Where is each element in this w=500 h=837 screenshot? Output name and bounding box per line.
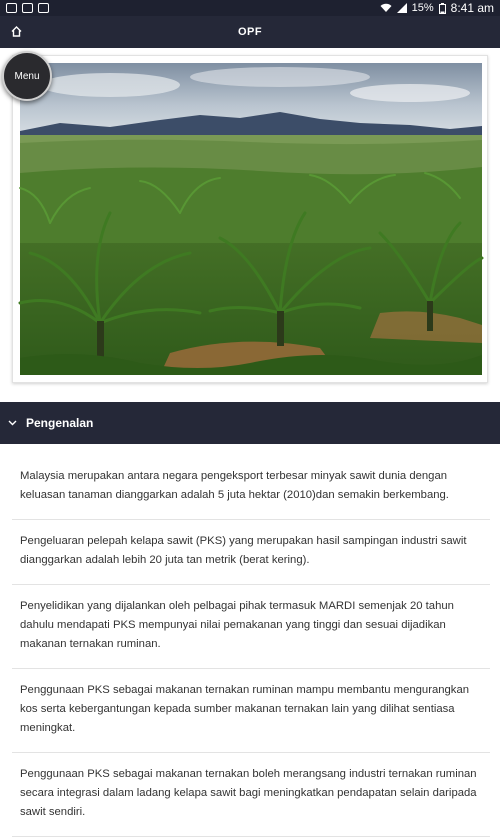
- section-title: Pengenalan: [26, 416, 94, 430]
- image-icon: [22, 3, 33, 13]
- list-item: Penyelidikan yang dijalankan oleh pelbagai pihak termasuk MARDI semenjak 20 tahun dahulu mendapati PKS mempunyai nilai pemakanan yang tinggi dan sesuai dijadikan makanan ternakan ruminan.: [12, 585, 490, 669]
- camera-icon: [38, 3, 49, 13]
- page-title: OPF: [237, 26, 263, 38]
- menu-button-label: Menu: [14, 70, 40, 82]
- list-item: Penggunaan PKS sebagai makanan ternakan ruminan mampu membantu mengurangkan kos serta kebergantungan kepada sumber makanan ternakan lain yang dilihat sentiasa meningkat.: [12, 669, 490, 753]
- battery-icon: [439, 3, 446, 14]
- list-item: Pengeluaran pelepah kelapa sawit (PKS) yang merupakan hasil sampingan industri sawit dianggarkan adalah lebih 20 juta tan metrik (berat kering).: [12, 520, 490, 585]
- notification-icons: [6, 3, 49, 13]
- menu-button[interactable]: [2, 51, 52, 101]
- status-bar: [0, 0, 500, 16]
- app-header: [0, 16, 500, 48]
- section-header-pengenalan[interactable]: [0, 402, 500, 444]
- notification-icon: [6, 3, 17, 13]
- hero-image-card: [12, 55, 488, 383]
- oil-palm-plantation-image: [20, 63, 482, 375]
- signal-icon: [397, 3, 407, 13]
- status-right: [380, 1, 494, 15]
- home-icon[interactable]: [8, 23, 24, 39]
- list-item: Penggunaan PKS sebagai makanan ternakan boleh merangsang industri ternakan ruminan secara integrasi dalam ladang kelapa sawit bagi meningkatkan pendapatan selain daripada sawit sendiri.: [12, 753, 490, 837]
- wifi-icon: [380, 3, 392, 13]
- battery-percent: 15%: [411, 2, 434, 14]
- list-item: Malaysia merupakan antara negara pengeksport terbesar minyak sawit dunia dengan keluasan tanaman dianggarkan adalah 5 juta hektar (2010)dan semakin berkembang.: [12, 455, 490, 520]
- paragraph-list: [12, 455, 490, 837]
- chevron-down-icon: [8, 418, 18, 428]
- clock: 8:41 am: [450, 1, 494, 15]
